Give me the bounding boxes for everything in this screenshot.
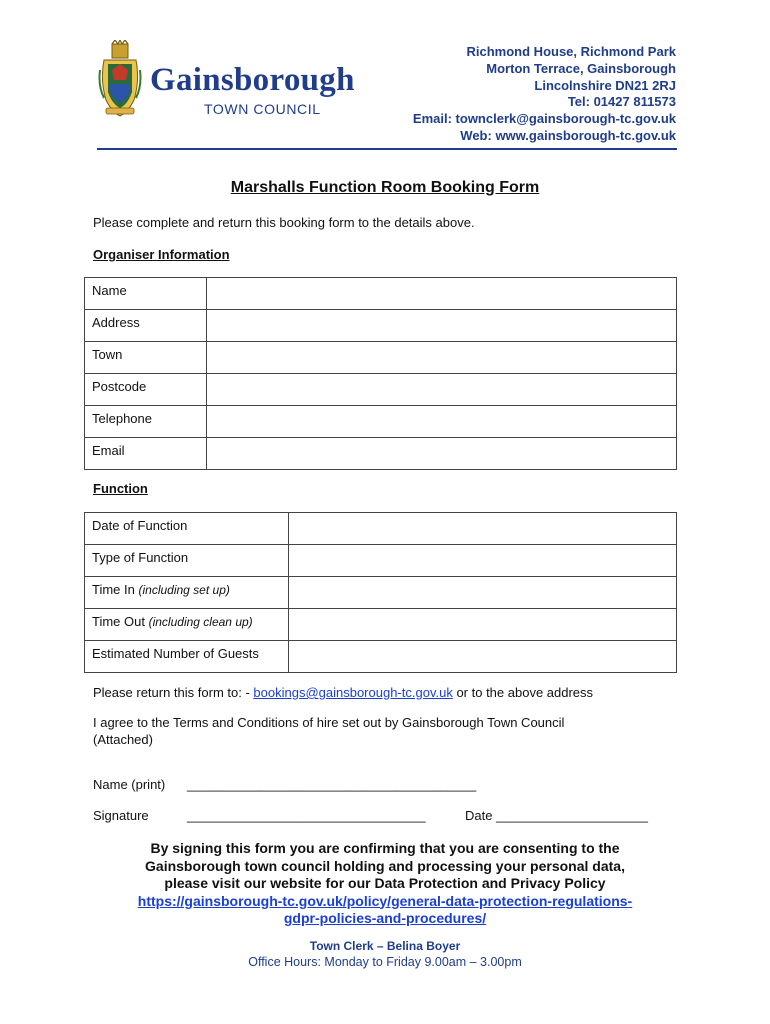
privacy-policy-link[interactable] bbox=[0, 893, 770, 928]
table-row bbox=[85, 513, 677, 545]
field-label-text: Time Out bbox=[92, 614, 149, 629]
guests-input-cell[interactable] bbox=[289, 641, 677, 673]
telephone-input-cell[interactable] bbox=[207, 406, 677, 438]
consent-notice bbox=[0, 840, 770, 928]
function-heading: Function bbox=[93, 481, 148, 496]
date-line[interactable]: _____________________ bbox=[496, 808, 648, 823]
field-note: (including set up) bbox=[138, 583, 230, 597]
table-row bbox=[85, 406, 677, 438]
organiser-heading: Organiser Information bbox=[93, 247, 230, 262]
address-line-1: Richmond House, Richmond Park bbox=[466, 44, 676, 59]
office-hours: Office Hours: Monday to Friday 9.00am – 3.00pm bbox=[248, 955, 522, 969]
notice-line-3: please visit our website for our Data Protection and Privacy Policy bbox=[164, 875, 606, 891]
name-input-cell[interactable] bbox=[207, 278, 677, 310]
agreement-line-1: I agree to the Terms and Conditions of hire set out by Gainsborough Town Council bbox=[93, 715, 565, 730]
address-input-cell[interactable] bbox=[207, 310, 677, 342]
signature-line[interactable]: _________________________________ bbox=[187, 808, 426, 823]
field-label bbox=[85, 577, 289, 609]
address-line-2: Morton Terrace, Gainsborough bbox=[486, 60, 676, 76]
field-label-text: Estimated Number of Guests bbox=[92, 646, 259, 661]
field-note: (including clean up) bbox=[148, 615, 253, 629]
field-label bbox=[85, 641, 289, 673]
type-of-function-input-cell[interactable] bbox=[289, 545, 677, 577]
town-clerk: Town Clerk – Belina Boyer bbox=[309, 939, 461, 953]
field-label: Email bbox=[85, 438, 207, 470]
field-label: Telephone bbox=[85, 406, 207, 438]
header-divider bbox=[97, 148, 677, 150]
form-title: Marshalls Function Room Booking Form bbox=[230, 179, 540, 196]
table-row bbox=[85, 374, 677, 406]
email-contact: Email: townclerk@gainsborough-tc.gov.uk bbox=[412, 111, 676, 127]
web-contact: Web: www.gainsborough-tc.gov.uk bbox=[460, 127, 676, 143]
postcode-input-cell[interactable] bbox=[207, 374, 677, 406]
field-label-text: Date of Function bbox=[92, 518, 188, 533]
agreement-line-2: (Attached) bbox=[93, 731, 153, 747]
name-print-line[interactable]: ________________________________________ bbox=[187, 777, 477, 792]
time-out-input-cell[interactable] bbox=[289, 609, 677, 641]
table-row bbox=[85, 577, 677, 609]
date-field bbox=[465, 808, 648, 823]
field-label: Postcode bbox=[85, 374, 207, 406]
bookings-email-link[interactable]: bookings@gainsborough-tc.gov.uk bbox=[253, 685, 453, 700]
town-input-cell[interactable] bbox=[207, 342, 677, 374]
organiser-table bbox=[84, 277, 677, 470]
notice-line-2: Gainsborough town council holding and processing your personal data, bbox=[145, 857, 625, 874]
intro-text: Please complete and return this booking form to the details above. bbox=[93, 215, 475, 230]
return-suffix: or to the above address bbox=[452, 685, 594, 700]
field-label-text: Time In bbox=[92, 582, 139, 597]
field-label: Town bbox=[85, 342, 207, 374]
field-label: Address bbox=[85, 310, 207, 342]
signature-label: Signature bbox=[93, 808, 149, 823]
council-crest-logo bbox=[98, 40, 142, 118]
table-row bbox=[85, 278, 677, 310]
table-row bbox=[85, 545, 677, 577]
table-row bbox=[85, 342, 677, 374]
agreement-text bbox=[93, 715, 564, 748]
table-row bbox=[85, 438, 677, 470]
privacy-link-line-1[interactable]: https://gainsborough-tc.gov.uk/policy/general-data-protection-regulations- bbox=[137, 892, 633, 909]
time-in-input-cell[interactable] bbox=[289, 577, 677, 609]
org-subtitle: TOWN COUNCIL bbox=[204, 101, 321, 117]
privacy-link-line-2[interactable]: gdpr-policies-and-procedures/ bbox=[283, 910, 487, 926]
address-line-3: Lincolnshire DN21 2RJ bbox=[534, 77, 676, 93]
field-label bbox=[85, 609, 289, 641]
table-row bbox=[85, 641, 677, 673]
table-row bbox=[85, 310, 677, 342]
field-label: Name bbox=[85, 278, 207, 310]
return-instruction bbox=[93, 685, 593, 700]
notice-line-1: By signing this form you are confirming that you are consenting to the bbox=[150, 840, 620, 856]
contact-block bbox=[413, 44, 676, 145]
telephone: Tel: 01427 811573 bbox=[567, 94, 676, 110]
date-label: Date bbox=[465, 808, 493, 823]
table-row bbox=[85, 609, 677, 641]
date-of-function-input-cell[interactable] bbox=[289, 513, 677, 545]
field-label-text: Type of Function bbox=[92, 550, 189, 565]
email-input-cell[interactable] bbox=[207, 438, 677, 470]
function-table bbox=[84, 512, 677, 673]
field-label bbox=[85, 545, 289, 577]
field-label bbox=[85, 513, 289, 545]
name-print-label: Name (print) bbox=[93, 777, 166, 792]
org-name: Gainsborough bbox=[150, 62, 355, 98]
return-prefix: Please return this form to: - bbox=[93, 685, 254, 700]
